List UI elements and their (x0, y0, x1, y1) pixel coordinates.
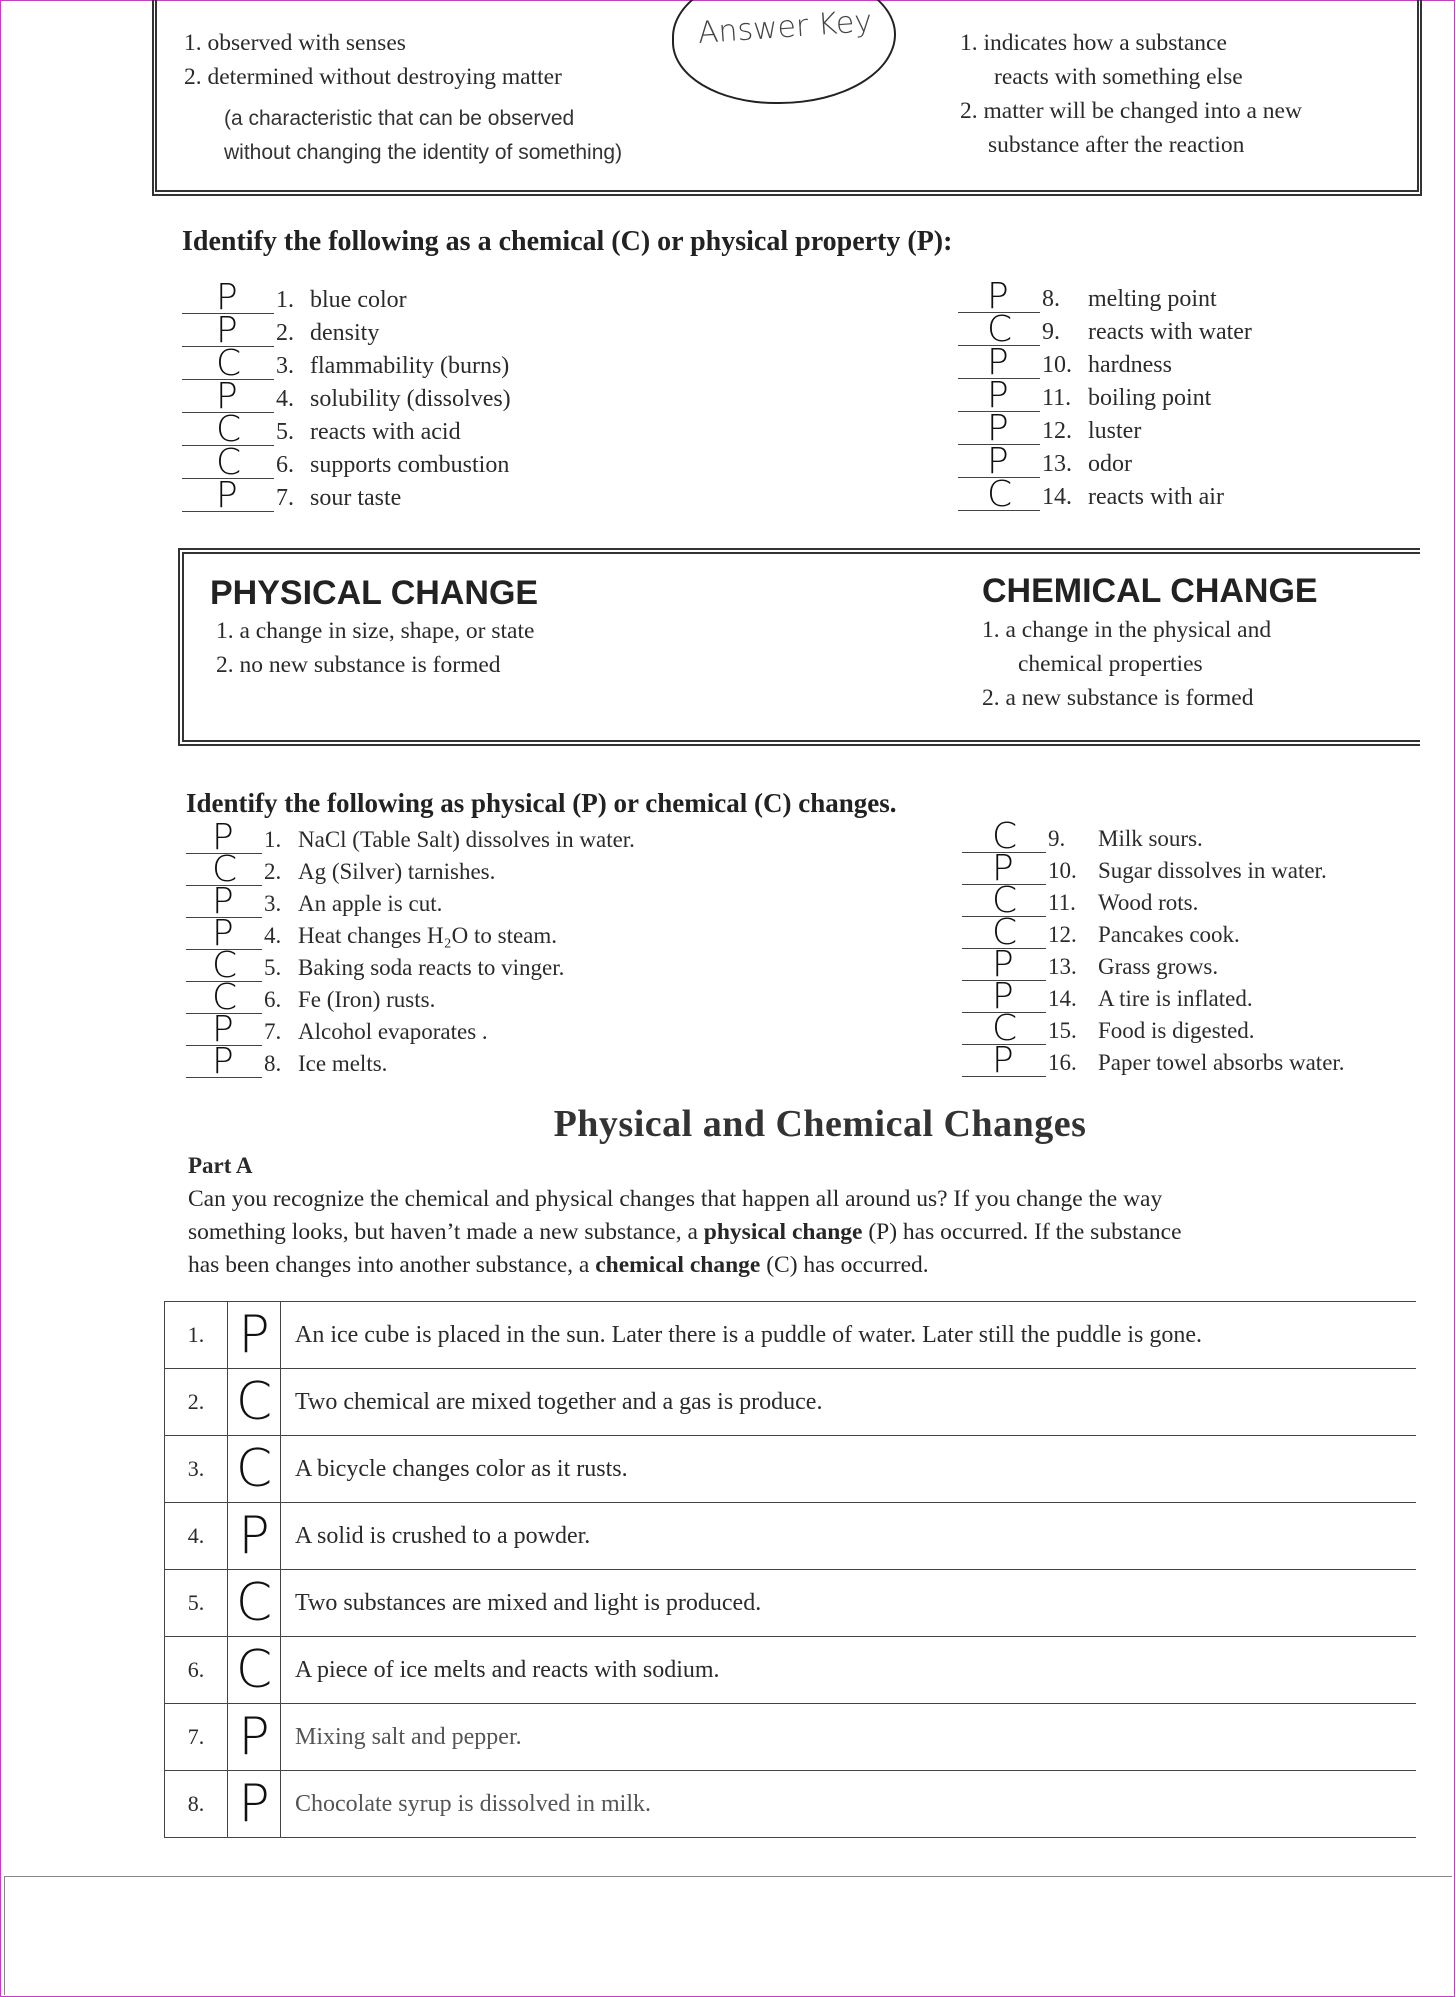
table-row (165, 1302, 1417, 1369)
question-number: 8. (264, 1051, 282, 1076)
physical-property-note (224, 102, 622, 170)
question-number: 4. (264, 923, 282, 948)
note-line: without changing the identity of something) (224, 141, 623, 164)
question-number: 3. (264, 891, 282, 916)
physical-property-item: 1. observed with senses (184, 30, 406, 56)
handwritten-answer: P (216, 376, 238, 417)
intro-text: something looks, but haven’t made a new substance, a (188, 1219, 704, 1245)
question-number: 16. (1048, 1050, 1077, 1075)
question-row (962, 976, 1455, 1017)
handwritten-answer: P (987, 408, 1009, 449)
question-text: sour taste (310, 485, 402, 511)
question-text: Fe (Iron) rusts. (298, 987, 436, 1012)
question-number: 1. (276, 287, 294, 313)
question-row (186, 1041, 762, 1082)
handwritten-answer: P (987, 342, 1009, 383)
handwritten-answer[interactable]: P (228, 1302, 281, 1369)
question-text: Food is digested. (1098, 1018, 1255, 1043)
chemical-property-item: 1. indicates how a substance (960, 30, 1227, 56)
question-row (962, 912, 1455, 953)
question-number: 14. (1042, 484, 1072, 510)
chemical-change-item: 1. a change in the physical and (982, 617, 1272, 643)
question-row (186, 849, 762, 890)
row-statement: A bicycle changes color as it rusts. (281, 1436, 1417, 1503)
question-row (182, 442, 774, 483)
handwritten-answer: C (992, 912, 1018, 953)
question-row (182, 376, 774, 417)
handwritten-answer: P (212, 1041, 234, 1082)
question-number: 11. (1048, 890, 1076, 915)
chemical-property-item: 2. matter will be changed into a new (960, 98, 1302, 124)
question-text: Sugar dissolves in water. (1098, 858, 1327, 883)
question-text: flammability (burns) (310, 353, 510, 379)
chemical-property-list (960, 26, 1302, 162)
changes-heading: Identify the following as physical (P) or chemical (C) changes. (186, 788, 897, 818)
question-row (186, 913, 762, 954)
table-row (165, 1369, 1417, 1436)
question-row (958, 441, 1455, 482)
question-number: 6. (264, 987, 282, 1012)
question-number: 4. (276, 386, 294, 412)
handwritten-answer: P (987, 375, 1009, 416)
handwritten-answer: C (987, 474, 1013, 515)
question-text: boiling point (1088, 385, 1212, 411)
question-number: 9. (1042, 319, 1060, 345)
table-row (165, 1771, 1417, 1838)
handwritten-answer[interactable]: C (228, 1436, 281, 1503)
question-row (962, 816, 1455, 857)
handwritten-answer: P (212, 1009, 234, 1050)
row-statement: Two substances are mixed and light is produced. (281, 1570, 1417, 1637)
intro-text: (C) has occurred. (760, 1252, 929, 1278)
properties-heading: Identify the following as a chemical (C) or physical property (P): (182, 226, 953, 257)
handwritten-answer: P (212, 913, 234, 954)
row-number: 4. (165, 1503, 228, 1570)
chemical-property-item: substance after the reaction (988, 132, 1245, 158)
physical-change-item: 1. a change in size, shape, or state (216, 618, 535, 644)
row-number: 2. (165, 1369, 228, 1436)
table-row (165, 1704, 1417, 1771)
intro-line (188, 1216, 1418, 1249)
handwritten-answer: P (992, 848, 1014, 889)
question-number: 5. (276, 419, 294, 445)
handwritten-answer: C (992, 880, 1018, 921)
intro-bold-term: physical change (703, 1219, 863, 1245)
question-row (962, 880, 1455, 921)
question-text: odor (1088, 451, 1132, 477)
handwritten-answer: C (216, 343, 242, 384)
chemical-change-item: chemical properties (1018, 651, 1203, 677)
question-number: 7. (264, 1019, 282, 1044)
handwritten-answer[interactable]: C (228, 1369, 281, 1436)
question-row (186, 977, 762, 1018)
intro-text: has been changes into another substance, a (188, 1252, 596, 1278)
changes-table (164, 1301, 1416, 1838)
row-number: 6. (165, 1637, 228, 1704)
question-number: 3. (276, 353, 294, 379)
intro-text: (P) has occurred. If the substance (862, 1219, 1182, 1245)
question-number: 9. (1048, 826, 1066, 851)
question-row (182, 409, 774, 450)
chemical-change-title: CHEMICAL CHANGE (982, 572, 1318, 610)
handwritten-answer[interactable]: P (228, 1503, 281, 1570)
part-title: Physical and Chemical Changes (553, 1103, 1087, 1145)
question-row (962, 1040, 1455, 1081)
row-statement: Two chemical are mixed together and a gas is produce. (281, 1369, 1417, 1436)
question-row (186, 945, 762, 986)
question-row (182, 343, 774, 384)
handwritten-answer: C (212, 977, 238, 1018)
question-number: 12. (1048, 922, 1077, 947)
table-row (165, 1503, 1417, 1570)
handwritten-answer[interactable]: C (228, 1637, 281, 1704)
handwritten-answer: C (212, 945, 238, 986)
handwritten-answer: P (212, 881, 234, 922)
question-row (182, 277, 774, 318)
question-text: NaCl (Table Salt) dissolves in water. (298, 827, 635, 852)
physical-property-list (184, 26, 562, 94)
question-number: 7. (276, 485, 294, 511)
intro-bold-term: chemical change (595, 1252, 761, 1278)
question-number: 2. (276, 320, 294, 346)
handwritten-answer: P (992, 1040, 1014, 1081)
question-text: reacts with water (1088, 319, 1252, 345)
question-row (962, 1008, 1455, 1049)
table-row (165, 1570, 1417, 1637)
chemical-property-item: reacts with something else (994, 64, 1243, 90)
intro-line (188, 1249, 1418, 1282)
question-text: Wood rots. (1098, 890, 1199, 915)
question-text: Grass grows. (1098, 954, 1219, 979)
question-text: reacts with acid (310, 419, 461, 445)
question-number: 8. (1042, 286, 1060, 312)
handwritten-answer: C (992, 816, 1018, 857)
page-bottom-margin (4, 1876, 1452, 1995)
question-row (182, 475, 774, 516)
physical-change-list (216, 614, 534, 682)
question-text: An apple is cut. (298, 891, 443, 916)
row-number: 7. (165, 1704, 228, 1771)
handwritten-answer[interactable]: P (228, 1771, 281, 1838)
question-number: 15. (1048, 1018, 1077, 1043)
question-text: supports combustion (310, 452, 510, 478)
question-row (962, 848, 1455, 889)
question-row (958, 474, 1455, 515)
question-row (958, 276, 1455, 317)
part-label: Part A (188, 1153, 253, 1178)
question-row (182, 310, 774, 351)
question-row (962, 944, 1455, 985)
row-statement: A piece of ice melts and reacts with sodium. (281, 1637, 1417, 1704)
question-text: A tire is inflated. (1098, 986, 1253, 1011)
question-text: Alcohol evaporates . (298, 1019, 488, 1044)
chemical-change-item: 2. a new substance is formed (982, 685, 1254, 711)
chemical-change-list (982, 613, 1271, 715)
row-statement: Chocolate syrup is dissolved in milk. (281, 1771, 1417, 1838)
question-text: luster (1088, 418, 1142, 444)
handwritten-answer: P (216, 310, 238, 351)
question-text: Ice melts. (298, 1051, 388, 1076)
physical-property-item: 2. determined without destroying matter (184, 64, 562, 90)
question-row (958, 342, 1455, 383)
handwritten-answer: C (216, 442, 242, 483)
question-text: melting point (1088, 286, 1217, 312)
handwritten-answer: P (212, 817, 234, 858)
row-statement: An ice cube is placed in the sun. Later there is a puddle of water. Later still the puddle is gone. (281, 1302, 1417, 1369)
question-text: Pancakes cook. (1098, 922, 1240, 947)
handwritten-answer: C (987, 309, 1013, 350)
handwritten-answer: P (987, 441, 1009, 482)
handwritten-answer[interactable]: P (228, 1704, 281, 1771)
question-text: hardness (1088, 352, 1172, 378)
question-number: 14. (1048, 986, 1077, 1011)
intro-paragraph (188, 1183, 1418, 1282)
physical-change-title: PHYSICAL CHANGE (210, 574, 539, 612)
row-number: 3. (165, 1436, 228, 1503)
question-text: Baking soda reacts to vinger. (298, 955, 565, 980)
question-row (186, 1009, 762, 1050)
row-number: 8. (165, 1771, 228, 1838)
question-text: reacts with air (1088, 484, 1224, 510)
answer-key-stamp: Answer Key (696, 3, 874, 52)
question-row (958, 408, 1455, 449)
question-text: solubility (dissolves) (310, 386, 511, 412)
row-number: 5. (165, 1570, 228, 1637)
question-number: 12. (1042, 418, 1072, 444)
handwritten-answer: C (212, 849, 238, 890)
question-text: blue color (310, 287, 407, 313)
note-line: (a characteristic that can be observed (224, 107, 575, 130)
question-text: density (310, 320, 380, 346)
handwritten-answer: C (992, 1008, 1018, 1049)
handwritten-answer[interactable]: C (228, 1570, 281, 1637)
question-number: 13. (1042, 451, 1072, 477)
question-number: 2. (264, 859, 282, 884)
question-number: 6. (276, 452, 294, 478)
table-row (165, 1637, 1417, 1704)
intro-line: Can you recognize the chemical and physical changes that happen all around us? If you change the way (188, 1186, 1163, 1212)
question-text: Paper towel absorbs water. (1098, 1050, 1345, 1075)
handwritten-answer: P (992, 976, 1014, 1017)
row-statement: A solid is crushed to a powder. (281, 1503, 1417, 1570)
handwritten-answer: C (216, 409, 242, 450)
question-number: 10. (1048, 858, 1077, 883)
row-number: 1. (165, 1302, 228, 1369)
handwritten-answer: P (216, 277, 238, 318)
handwritten-answer: P (216, 475, 238, 516)
question-number: 1. (264, 827, 282, 852)
table-row (165, 1436, 1417, 1503)
question-row (186, 881, 762, 922)
question-text: Ag (Silver) tarnishes. (298, 859, 496, 884)
physical-change-item: 2. no new substance is formed (216, 652, 501, 678)
question-number: 10. (1042, 352, 1072, 378)
question-number: 11. (1042, 385, 1072, 411)
question-number: 13. (1048, 954, 1077, 979)
question-row (958, 309, 1455, 350)
handwritten-answer: P (987, 276, 1009, 317)
question-text: Heat changes H₂O to steam. (298, 923, 558, 948)
handwritten-answer: P (992, 944, 1014, 985)
question-row (958, 375, 1455, 416)
question-row (186, 817, 762, 858)
question-text: Milk sours. (1098, 826, 1203, 851)
row-statement: Mixing salt and pepper. (281, 1704, 1417, 1771)
question-number: 5. (264, 955, 282, 980)
